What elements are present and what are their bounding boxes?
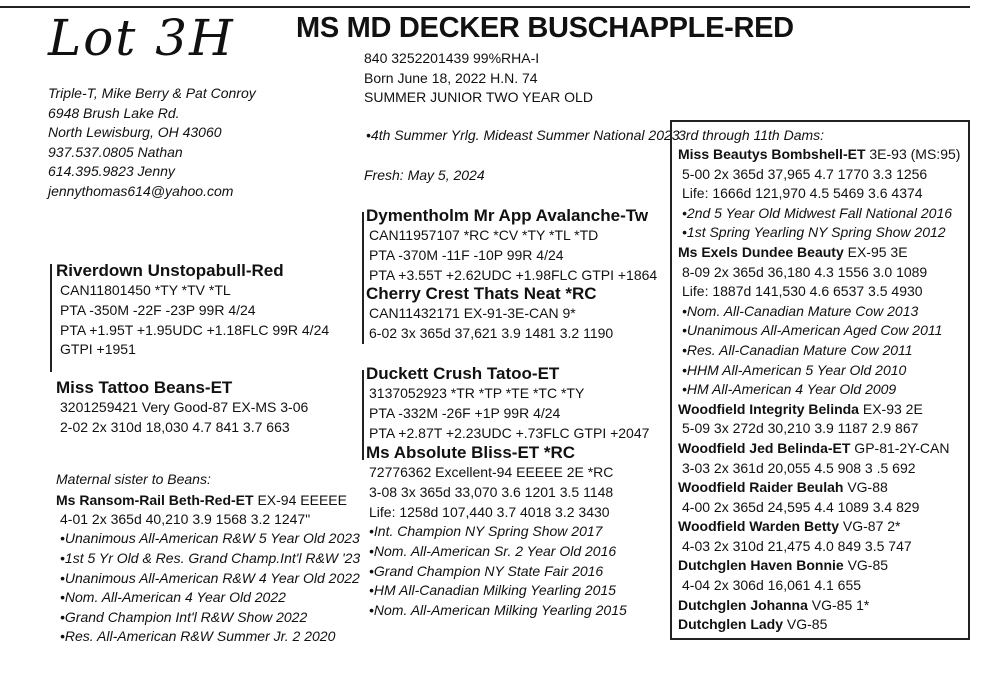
- dam-entry-class: VG-85 1*: [807, 596, 870, 613]
- dam-sire-line: 3137052923 *TR *TP *TE *TC *TY: [369, 385, 585, 401]
- sire-sire-line: PTA +3.55T +2.62UDC +1.98FLC GTPI +1864: [369, 266, 658, 283]
- dam-line: 3201259421 Very Good-87 EX-MS 3-06: [60, 399, 309, 415]
- sire-dam-block: [366, 283, 613, 344]
- sire-sire-block: [366, 205, 657, 285]
- dam-entry-name: Dutchglen Johanna: [678, 596, 808, 613]
- dam-entry-class: 3E-93 (MS:95): [865, 146, 961, 162]
- lot-number: Lot 3H: [48, 9, 235, 67]
- dam-entry-class: VG-87 2*: [839, 518, 901, 535]
- dam-entry-record: 3-03 2x 361d 20,055 4.5 908 3 .5 692: [682, 459, 916, 476]
- dam-entry-class: VG-88: [843, 479, 888, 496]
- dams-list: [678, 126, 960, 635]
- dam-dam-honor: •Int. Champion NY Spring Show 2017: [369, 523, 603, 540]
- dam-entry-name-line: [678, 439, 960, 459]
- dam-dam-line: Life: 1258d 107,440 3.7 4018 3.2 3430: [369, 503, 610, 520]
- maternal-honor: •Res. All-American R&W Summer Jr. 2 2020: [60, 628, 336, 645]
- dam-entry-name-line: [678, 556, 960, 576]
- consignor-block: [48, 84, 256, 202]
- dam-entry-name-line: [678, 596, 960, 616]
- sire-line: PTA +1.95T +1.95UDC +1.18FLC 99R 4/24: [60, 321, 330, 338]
- animal-id-block: [364, 49, 593, 108]
- maternal-honor: •Nom. All-American 4 Year Old 2022: [60, 589, 286, 606]
- id-line: Born June 18, 2022 H.N. 74: [364, 69, 538, 86]
- dam-entry-honor: •HHM All-American 5 Year Old 2010: [682, 361, 907, 378]
- dam-entry-name: Dutchglen Haven Bonnie: [678, 557, 844, 574]
- maternal-name-line: [56, 490, 360, 510]
- dam-entry-honor: •Res. All-Canadian Mature Cow 2011: [682, 341, 913, 358]
- sire-block: [56, 260, 329, 360]
- dam-entry-name: Dutchglen Lady: [678, 616, 784, 633]
- id-line: SUMMER JUNIOR TWO YEAR OLD: [364, 89, 593, 105]
- dam-entry-honor: •Unanimous All-American Aged Cow 2011: [682, 322, 943, 339]
- dam-entry-record: 4-03 2x 310d 21,475 4.0 849 3.5 747: [682, 537, 912, 554]
- dam-entry-name: Miss Beautys Bombshell-ET: [678, 146, 866, 162]
- fresh-date: Fresh: May 5, 2024: [364, 167, 485, 183]
- consignor-line: North Lewisburg, OH 43060: [48, 124, 222, 141]
- dam-entry-name-line: [678, 615, 960, 635]
- maternal-heading: Maternal sister to Beans:: [56, 471, 211, 487]
- dam-entry-name-line: [678, 400, 960, 420]
- dam-entry-class: GP-81-2Y-CAN: [850, 439, 950, 456]
- dam-entry-record: 4-00 2x 365d 24,595 4.4 1089 3.4 829: [682, 498, 920, 515]
- sire-pedigree-bracket: [362, 212, 364, 344]
- dam-entry-record: 5-00 2x 365d 37,965 4.7 1770 3.3 1256: [682, 165, 928, 182]
- dam-dam-name: Ms Absolute Bliss-ET *RC: [366, 443, 576, 462]
- dam-dam-line: 72776362 Excellent-94 EEEEE 2E *RC: [369, 464, 614, 480]
- dam-entry-name: Woodfield Jed Belinda-ET: [678, 439, 851, 456]
- maternal-name: Ms Ransom-Rail Beth-Red-ET: [56, 491, 254, 508]
- dam-sire-name: Duckett Crush Tatoo-ET: [366, 364, 560, 383]
- dam-dam-honor: •Nom. All-American Milking Yearling 2015: [369, 601, 627, 618]
- consignor-line: 937.537.0805 Nathan: [48, 143, 183, 160]
- consignor-line: Triple-T, Mike Berry & Pat Conroy: [48, 85, 256, 101]
- sire-dam-line: CAN11432171 EX-91-3E-CAN 9*: [369, 305, 576, 321]
- animal-name-title: MS MD DECKER BUSCHAPPLE-RED: [296, 12, 794, 44]
- sire-name: Riverdown Unstopabull-Red: [56, 261, 284, 280]
- sire-line: CAN11801450 *TY *TV *TL: [60, 282, 231, 298]
- dam-entry-name-line: [678, 517, 960, 537]
- sire-sire-line: PTA -370M -11F -10P 99R 4/24: [369, 246, 564, 263]
- consignor-line: 6948 Brush Lake Rd.: [48, 104, 180, 121]
- dam-entry-name: Woodfield Integrity Belinda: [678, 400, 859, 417]
- dam-entry-honor: •1st Spring Yearling NY Spring Show 2012: [682, 224, 946, 241]
- dam-entry-name-line: [678, 145, 960, 165]
- top-rule: [0, 6, 970, 8]
- dam-entry-record: 4-04 2x 306d 16,061 4.1 655: [682, 577, 862, 594]
- maternal-honor: •Unanimous All-American R&W 5 Year Old 2023: [60, 530, 360, 547]
- dams-heading: 3rd through 11th Dams:: [678, 127, 825, 143]
- dam-dam-line: 3-08 3x 365d 33,070 3.6 1201 3.5 1148: [369, 483, 614, 500]
- dam-entry-honor: •HM All-American 4 Year Old 2009: [682, 381, 897, 398]
- maternal-record: 4-01 2x 365d 40,210 3.9 1568 3.2 1247": [60, 510, 311, 527]
- dam-entry-record: 5-09 3x 272d 30,210 3.9 1187 2.9 867: [682, 420, 919, 437]
- maternal-sister-block: [56, 470, 360, 647]
- dam-pedigree-bracket: [362, 370, 364, 460]
- consignor-line: 614.395.9823 Jenny: [48, 163, 175, 180]
- dam-entry-name-line: [678, 243, 960, 263]
- dam-dam-block: [366, 442, 627, 620]
- dam-entry-honor: •2nd 5 Year Old Midwest Fall National 2016: [682, 204, 953, 221]
- dam-entry-honor: •Nom. All-Canadian Mature Cow 2013: [682, 302, 919, 319]
- sire-line: PTA -350M -22F -23P 99R 4/24: [60, 301, 256, 318]
- dam-sire-line: PTA +2.87T +2.23UDC +.73FLC GTPI +2047: [369, 424, 650, 441]
- dam-dam-honor: •Nom. All-American Sr. 2 Year Old 2016: [369, 542, 617, 559]
- dam-block: [56, 377, 308, 438]
- dam-entry-name-line: [678, 478, 960, 498]
- dam-sire-line: PTA -332M -26F +1P 99R 4/24: [369, 404, 561, 421]
- sire-bracket: [50, 264, 52, 372]
- maternal-class: EX-94 EEEEE: [253, 491, 347, 508]
- dam-name: Miss Tattoo Beans-ET: [56, 378, 233, 397]
- dam-entry-class: EX-93 2E: [858, 400, 923, 417]
- sire-dam-line: 6-02 3x 365d 37,621 3.9 1481 3.2 1190: [369, 324, 614, 341]
- maternal-honor: •Unanimous All-American R&W 4 Year Old 2022: [60, 569, 360, 586]
- sire-sire-line: CAN11957107 *RC *CV *TY *TL *TD: [369, 227, 599, 243]
- sire-dam-name: Cherry Crest Thats Neat *RC: [366, 284, 597, 303]
- honor-note: •4th Summer Yrlg. Mideast Summer National 2023: [366, 127, 680, 143]
- maternal-honor: •Grand Champion Int'l R&W Show 2022: [60, 608, 308, 625]
- id-line: 840 3252201439 99%RHA-I: [364, 50, 540, 66]
- dam-line: 2-02 2x 310d 18,030 4.7 841 3.7 663: [60, 418, 290, 435]
- dam-entry-record: 8-09 2x 365d 36,180 4.3 1556 3.0 1089: [682, 263, 928, 280]
- dam-entry-name: Ms Exels Dundee Beauty: [678, 243, 844, 260]
- maternal-honor: •1st 5 Yr Old & Res. Grand Champ.Int'l R&W '23: [60, 549, 361, 566]
- dam-entry-record: Life: 1666d 121,970 4.5 5469 3.6 4374: [682, 185, 923, 202]
- dam-entry-class: VG-85: [783, 616, 828, 633]
- dam-sire-block: [366, 363, 649, 443]
- dam-dam-honor: •Grand Champion NY State Fair 2016: [369, 562, 604, 579]
- dam-entry-name: Woodfield Raider Beulah: [678, 479, 844, 496]
- dam-dam-honor: •HM All-Canadian Milking Yearling 2015: [369, 582, 616, 599]
- dam-entry-name: Woodfield Warden Betty: [678, 518, 839, 535]
- dam-entry-class: VG-85: [843, 557, 889, 574]
- sire-line: GTPI +1951: [60, 341, 136, 358]
- sire-sire-name: Dymentholm Mr App Avalanche-Tw: [366, 206, 649, 225]
- consignor-line: jennythomas614@yahoo.com: [48, 182, 234, 199]
- dam-entry-class: EX-95 3E: [843, 243, 908, 260]
- dam-entry-record: Life: 1887d 141,530 4.6 6537 3.5 4930: [682, 283, 923, 300]
